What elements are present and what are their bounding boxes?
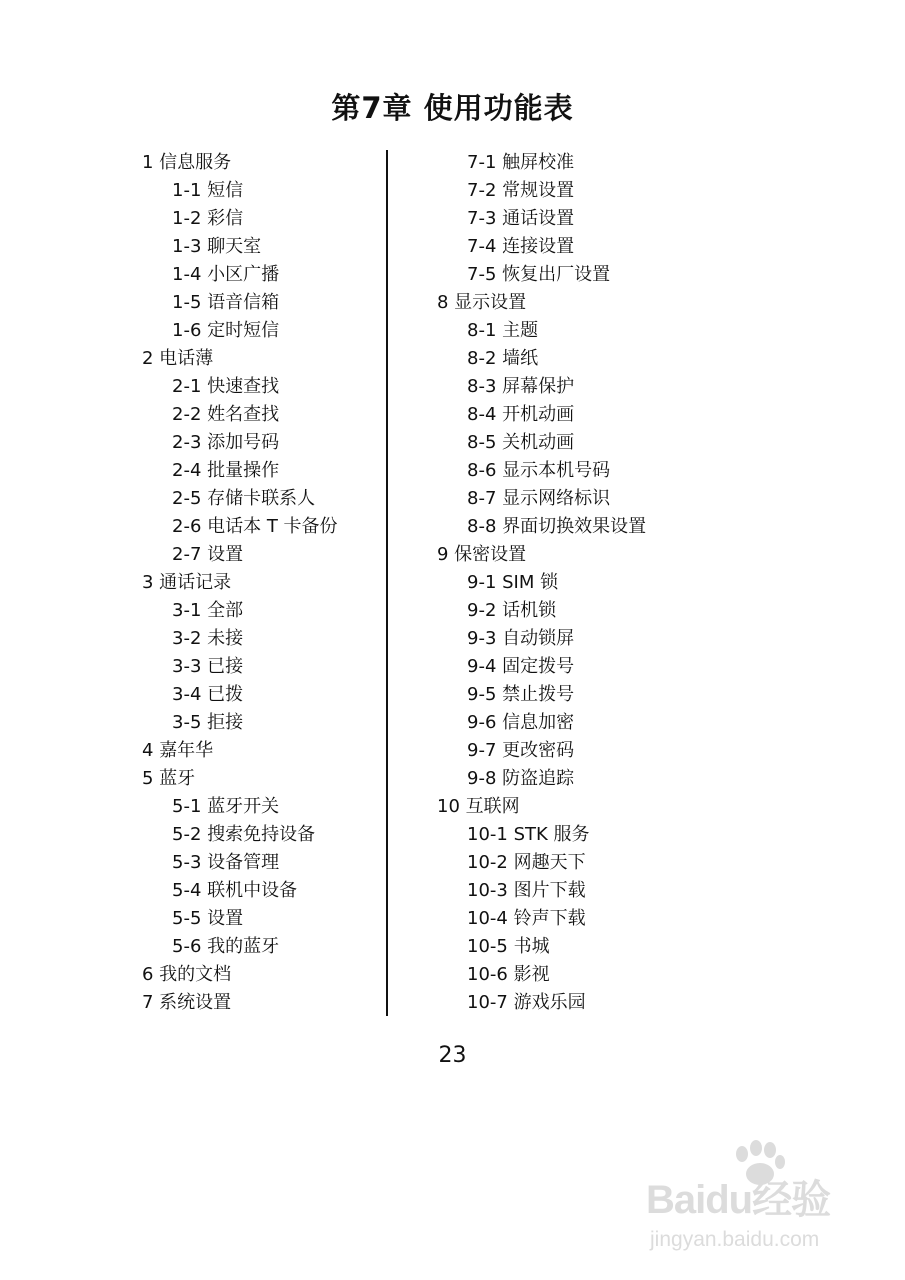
chapter-title: 第7章 使用功能表: [331, 91, 574, 125]
menu-subitem: 9-7 更改密码: [467, 740, 575, 761]
menu-subitem: 1-5 语音信箱: [172, 292, 280, 313]
menu-subitem: 2-5 存储卡联系人: [172, 488, 316, 509]
menu-subitem: 5-4 联机中设备: [172, 880, 298, 901]
menu-subitem: 9-2 话机锁: [467, 600, 557, 621]
menu-list-right: [437, 149, 767, 1017]
menu-subitem: 1-3 聊天室: [172, 236, 262, 257]
menu-subitem: 5-3 设备管理: [172, 852, 280, 873]
menu-subitem: 9-1 SIM 锁: [467, 572, 559, 593]
menu-subitem: 5-5 设置: [172, 908, 244, 929]
menu-subitem: 10-1 STK 服务: [467, 824, 590, 845]
menu-section: 9 保密设置: [437, 544, 527, 565]
menu-subitem: 2-7 设置: [172, 544, 244, 565]
menu-subitem: 3-4 已拨: [172, 684, 244, 705]
menu-section: 8 显示设置: [437, 292, 527, 313]
menu-subitem: 9-4 固定拨号: [467, 656, 575, 677]
menu-subitem: 7-3 通话设置: [467, 208, 575, 229]
menu-subitem: 5-6 我的蓝牙: [172, 936, 280, 957]
menu-subitem: 9-5 禁止拨号: [467, 684, 575, 705]
menu-section: 1 信息服务: [142, 152, 232, 173]
menu-subitem: 1-4 小区广播: [172, 264, 280, 285]
menu-subitem: 5-1 蓝牙开关: [172, 796, 280, 817]
menu-subitem: 3-1 全部: [172, 600, 244, 621]
menu-subitem: 3-2 未接: [172, 628, 244, 649]
menu-section: 7 系统设置: [142, 992, 232, 1013]
watermark-logo: Baidu经验: [646, 1178, 831, 1222]
menu-section: 5 蓝牙: [142, 768, 196, 789]
menu-subitem: 10-3 图片下载: [467, 880, 586, 901]
menu-subitem: 8-5 关机动画: [467, 432, 575, 453]
menu-subitem: 3-3 已接: [172, 656, 244, 677]
menu-subitem: 7-2 常规设置: [467, 180, 575, 201]
menu-subitem: 2-3 添加号码: [172, 432, 280, 453]
menu-subitem: 8-4 开机动画: [467, 404, 575, 425]
menu-subitem: 1-1 短信: [172, 180, 244, 201]
menu-subitem: 2-4 批量操作: [172, 460, 280, 481]
menu-subitem: 8-3 屏幕保护: [467, 376, 575, 397]
menu-list-left: [142, 149, 382, 1017]
menu-subitem: 8-7 显示网络标识: [467, 488, 611, 509]
column-divider: [386, 150, 388, 1016]
menu-subitem: 2-6 电话本 T 卡备份: [172, 516, 338, 537]
menu-subitem: 9-8 防盗追踪: [467, 768, 575, 789]
menu-subitem: 10-7 游戏乐园: [467, 992, 586, 1013]
menu-subitem: 8-6 显示本机号码: [467, 460, 611, 481]
menu-subitem: 9-6 信息加密: [467, 712, 575, 733]
watermark-url: jingyan.baidu.com: [650, 1228, 820, 1251]
menu-subitem: 7-4 连接设置: [467, 236, 575, 257]
menu-subitem: 8-1 主题: [467, 320, 539, 341]
menu-subitem: 10-4 铃声下载: [467, 908, 586, 929]
menu-subitem: 2-2 姓名查找: [172, 404, 280, 425]
menu-subitem: 3-5 拒接: [172, 712, 244, 733]
menu-section: 6 我的文档: [142, 964, 232, 985]
menu-subitem: 10-2 网趣天下: [467, 852, 586, 873]
menu-section: 10 互联网: [437, 796, 520, 817]
menu-subitem: 8-2 墙纸: [467, 348, 539, 369]
menu-subitem: 1-6 定时短信: [172, 320, 280, 341]
menu-subitem: 1-2 彩信: [172, 208, 244, 229]
page-number: 23: [438, 1043, 467, 1068]
baidu-watermark: [640, 1140, 870, 1270]
menu-section: 2 电话薄: [142, 348, 214, 369]
menu-section: 3 通话记录: [142, 572, 232, 593]
menu-subitem: 9-3 自动锁屏: [467, 628, 575, 649]
menu-section: 4 嘉年华: [142, 740, 214, 761]
menu-subitem: 8-8 界面切换效果设置: [467, 516, 647, 537]
menu-subitem: 5-2 搜索免持设备: [172, 824, 316, 845]
menu-subitem: 10-5 书城: [467, 936, 550, 957]
menu-subitem: 7-1 触屏校准: [467, 152, 575, 173]
menu-subitem: 10-6 影视: [467, 964, 550, 985]
menu-subitem: 2-1 快速查找: [172, 376, 280, 397]
menu-subitem: 7-5 恢复出厂设置: [467, 264, 611, 285]
